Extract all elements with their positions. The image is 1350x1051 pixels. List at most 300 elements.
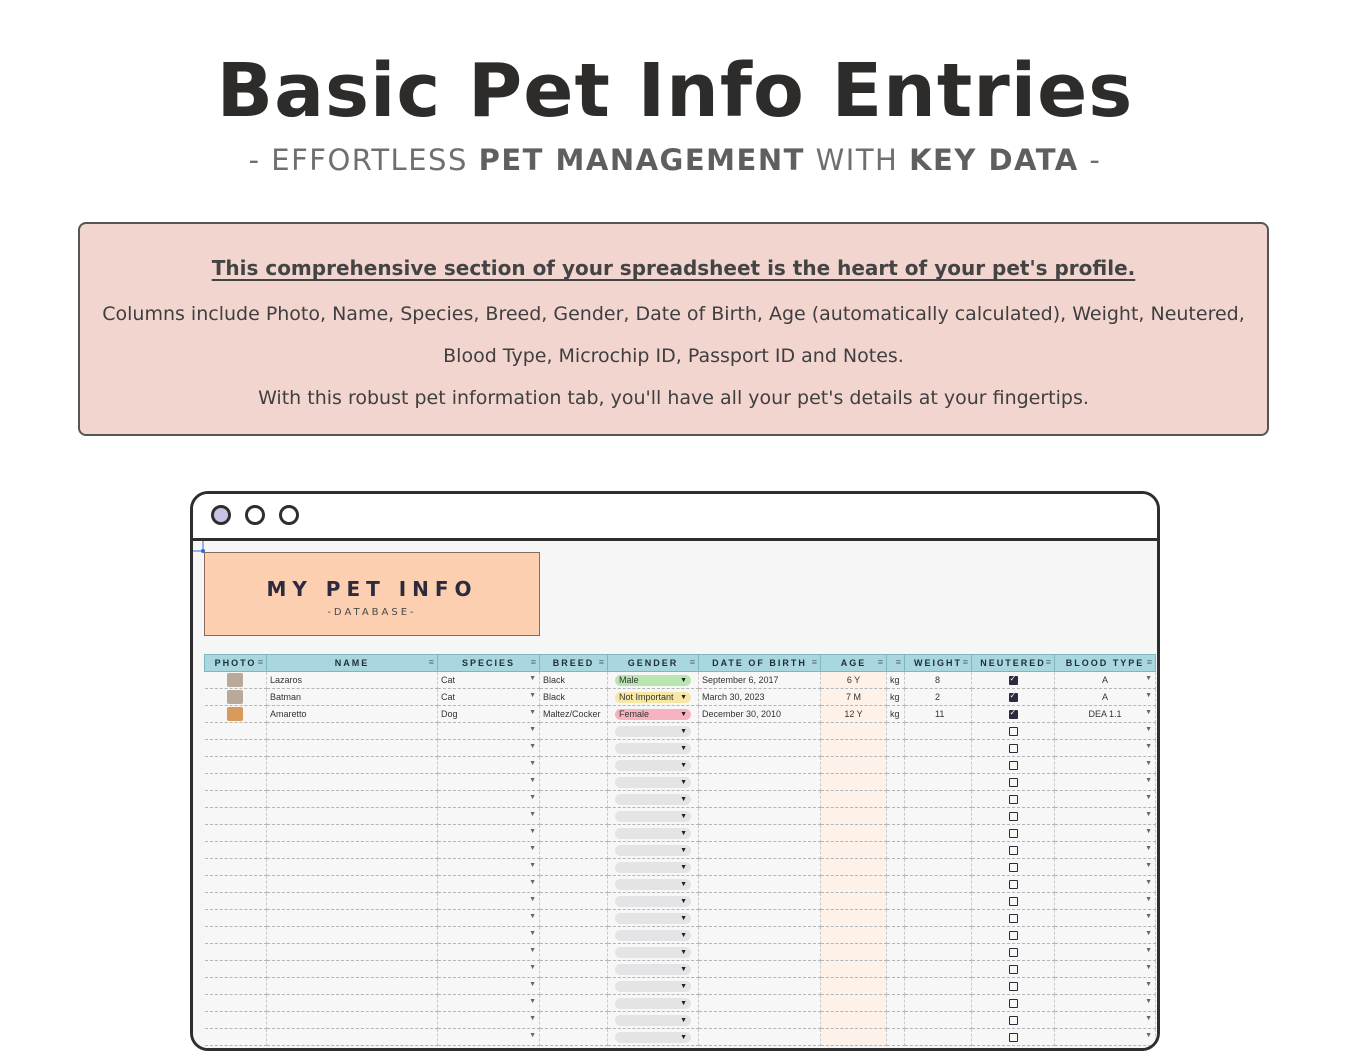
dob-cell[interactable] [699, 859, 821, 876]
chevron-down-icon[interactable]: ▼ [529, 1015, 536, 1022]
name-cell[interactable]: Amaretto [267, 706, 438, 723]
chevron-down-icon[interactable]: ▼ [1145, 896, 1152, 903]
dob-cell[interactable]: March 30, 2023 [699, 689, 821, 706]
name-cell[interactable] [267, 791, 438, 808]
chevron-down-icon[interactable]: ▼ [680, 761, 687, 769]
photo-cell[interactable] [205, 825, 267, 842]
filter-icon[interactable]: ≡ [962, 657, 968, 667]
neutered-checkbox[interactable] [1009, 897, 1018, 906]
filter-icon[interactable]: ≡ [1045, 657, 1051, 667]
photo-cell[interactable] [205, 791, 267, 808]
neutered-checkbox[interactable] [1009, 829, 1018, 838]
window-maximize-button[interactable] [279, 505, 299, 525]
gender-cell[interactable] [608, 927, 699, 944]
neutered-cell[interactable] [972, 808, 1055, 825]
gender-dropdown[interactable] [615, 981, 691, 992]
weight-cell[interactable] [905, 893, 972, 910]
species-cell[interactable] [438, 893, 540, 910]
blood-type-cell[interactable] [1055, 893, 1156, 910]
gender-dropdown[interactable] [615, 743, 691, 754]
photo-cell[interactable] [205, 859, 267, 876]
neutered-checkbox[interactable] [1009, 812, 1018, 821]
dob-cell[interactable] [699, 1029, 821, 1046]
blood-type-cell[interactable] [1055, 961, 1156, 978]
name-cell[interactable] [267, 825, 438, 842]
gender-dropdown[interactable] [615, 760, 691, 771]
neutered-cell[interactable] [972, 689, 1055, 706]
chevron-down-icon[interactable]: ▼ [680, 676, 687, 684]
photo-cell[interactable] [205, 842, 267, 859]
species-cell[interactable] [438, 927, 540, 944]
chevron-down-icon[interactable]: ▼ [529, 726, 536, 733]
neutered-cell[interactable] [972, 1029, 1055, 1046]
gender-dropdown[interactable] [615, 726, 691, 737]
name-cell[interactable] [267, 876, 438, 893]
neutered-cell[interactable] [972, 791, 1055, 808]
species-cell[interactable] [438, 859, 540, 876]
weight-cell[interactable] [905, 723, 972, 740]
chevron-down-icon[interactable]: ▼ [1145, 1015, 1152, 1022]
neutered-cell[interactable] [972, 757, 1055, 774]
photo-cell[interactable] [205, 927, 267, 944]
photo-cell[interactable] [205, 944, 267, 961]
name-cell[interactable] [267, 1012, 438, 1029]
chevron-down-icon[interactable]: ▼ [680, 982, 687, 990]
gender-dropdown[interactable] [615, 998, 691, 1009]
weight-cell[interactable] [905, 876, 972, 893]
chevron-down-icon[interactable]: ▼ [529, 947, 536, 954]
chevron-down-icon[interactable]: ▼ [680, 948, 687, 956]
breed-cell[interactable] [540, 876, 608, 893]
column-header[interactable] [540, 655, 608, 672]
photo-cell[interactable] [205, 740, 267, 757]
blood-type-cell[interactable] [1055, 927, 1156, 944]
chevron-down-icon[interactable]: ▼ [680, 897, 687, 905]
species-cell[interactable] [438, 910, 540, 927]
chevron-down-icon[interactable]: ▼ [680, 846, 687, 854]
species-cell[interactable] [438, 723, 540, 740]
column-header[interactable] [905, 655, 972, 672]
chevron-down-icon[interactable]: ▼ [680, 693, 687, 701]
breed-cell[interactable] [540, 808, 608, 825]
weight-cell[interactable] [905, 825, 972, 842]
neutered-cell[interactable] [972, 740, 1055, 757]
gender-dropdown[interactable] [615, 828, 691, 839]
neutered-checkbox[interactable] [1009, 1033, 1018, 1042]
dob-cell[interactable]: September 6, 2017 [699, 672, 821, 689]
chevron-down-icon[interactable]: ▼ [680, 829, 687, 837]
blood-type-cell[interactable] [1055, 825, 1156, 842]
photo-cell[interactable] [205, 723, 267, 740]
chevron-down-icon[interactable]: ▼ [680, 1016, 687, 1024]
weight-cell[interactable] [905, 995, 972, 1012]
breed-cell[interactable] [540, 740, 608, 757]
dob-cell[interactable] [699, 995, 821, 1012]
chevron-down-icon[interactable]: ▼ [1145, 981, 1152, 988]
breed-cell[interactable] [540, 995, 608, 1012]
gender-cell[interactable] [608, 978, 699, 995]
name-cell[interactable] [267, 774, 438, 791]
filter-icon[interactable]: ≡ [877, 657, 883, 667]
gender-cell[interactable] [608, 995, 699, 1012]
blood-type-cell[interactable] [1055, 1029, 1156, 1046]
species-cell[interactable] [438, 1012, 540, 1029]
weight-cell[interactable] [905, 791, 972, 808]
column-header[interactable] [205, 655, 267, 672]
gender-dropdown[interactable] [615, 947, 691, 958]
chevron-down-icon[interactable]: ▼ [1145, 692, 1152, 699]
gender-dropdown[interactable] [615, 692, 691, 703]
gender-dropdown[interactable] [615, 794, 691, 805]
neutered-cell[interactable] [972, 961, 1055, 978]
neutered-checkbox[interactable] [1009, 795, 1018, 804]
chevron-down-icon[interactable]: ▼ [529, 913, 536, 920]
neutered-checkbox[interactable] [1009, 982, 1018, 991]
photo-cell[interactable] [205, 995, 267, 1012]
name-cell[interactable] [267, 1029, 438, 1046]
chevron-down-icon[interactable]: ▼ [529, 743, 536, 750]
gender-dropdown[interactable] [615, 709, 691, 720]
breed-cell[interactable]: Black [540, 672, 608, 689]
filter-icon[interactable]: ≡ [811, 657, 817, 667]
neutered-cell[interactable] [972, 672, 1055, 689]
name-cell[interactable] [267, 910, 438, 927]
chevron-down-icon[interactable]: ▼ [1145, 675, 1152, 682]
species-cell[interactable] [438, 944, 540, 961]
neutered-checkbox[interactable] [1009, 778, 1018, 787]
dob-cell[interactable] [699, 876, 821, 893]
blood-type-cell[interactable] [1055, 808, 1156, 825]
chevron-down-icon[interactable]: ▼ [1145, 760, 1152, 767]
chevron-down-icon[interactable]: ▼ [1145, 862, 1152, 869]
weight-cell[interactable] [905, 944, 972, 961]
chevron-down-icon[interactable]: ▼ [529, 981, 536, 988]
name-cell[interactable] [267, 842, 438, 859]
gender-cell[interactable] [608, 842, 699, 859]
name-cell[interactable] [267, 927, 438, 944]
photo-cell[interactable] [205, 706, 267, 723]
dob-cell[interactable] [699, 808, 821, 825]
weight-cell[interactable]: 8 [905, 672, 972, 689]
dob-cell[interactable]: December 30, 2010 [699, 706, 821, 723]
chevron-down-icon[interactable]: ▼ [680, 863, 687, 871]
gender-dropdown[interactable] [615, 1015, 691, 1026]
breed-cell[interactable] [540, 927, 608, 944]
neutered-checkbox[interactable] [1009, 931, 1018, 940]
breed-cell[interactable] [540, 723, 608, 740]
column-header[interactable] [972, 655, 1055, 672]
name-cell[interactable]: Batman [267, 689, 438, 706]
chevron-down-icon[interactable]: ▼ [529, 845, 536, 852]
neutered-checkbox[interactable] [1009, 676, 1018, 685]
blood-type-cell[interactable] [1055, 791, 1156, 808]
gender-dropdown[interactable] [615, 879, 691, 890]
name-cell[interactable] [267, 978, 438, 995]
chevron-down-icon[interactable]: ▼ [1145, 743, 1152, 750]
gender-cell[interactable] [608, 859, 699, 876]
gender-cell[interactable] [608, 808, 699, 825]
gender-cell[interactable] [608, 740, 699, 757]
dob-cell[interactable] [699, 774, 821, 791]
name-cell[interactable] [267, 944, 438, 961]
species-cell[interactable] [438, 825, 540, 842]
species-cell[interactable] [438, 978, 540, 995]
gender-dropdown[interactable] [615, 1032, 691, 1043]
blood-type-cell[interactable] [1055, 723, 1156, 740]
neutered-checkbox[interactable] [1009, 948, 1018, 957]
weight-cell[interactable]: 2 [905, 689, 972, 706]
gender-dropdown[interactable] [615, 811, 691, 822]
dob-cell[interactable] [699, 944, 821, 961]
chevron-down-icon[interactable]: ▼ [529, 692, 536, 699]
chevron-down-icon[interactable]: ▼ [1145, 709, 1152, 716]
gender-cell[interactable] [608, 893, 699, 910]
chevron-down-icon[interactable]: ▼ [529, 1032, 536, 1039]
weight-cell[interactable] [905, 1012, 972, 1029]
blood-type-cell[interactable] [1055, 757, 1156, 774]
name-cell[interactable] [267, 757, 438, 774]
weight-cell[interactable] [905, 859, 972, 876]
gender-cell[interactable] [608, 944, 699, 961]
blood-type-cell[interactable] [1055, 672, 1156, 689]
blood-type-cell[interactable] [1055, 842, 1156, 859]
chevron-down-icon[interactable]: ▼ [529, 777, 536, 784]
filter-icon[interactable]: ≡ [428, 657, 434, 667]
breed-cell[interactable]: Black [540, 689, 608, 706]
name-cell[interactable] [267, 808, 438, 825]
filter-icon[interactable]: ≡ [895, 657, 901, 667]
weight-cell[interactable] [905, 842, 972, 859]
blood-type-cell[interactable] [1055, 995, 1156, 1012]
species-cell[interactable] [438, 961, 540, 978]
gender-dropdown[interactable] [615, 777, 691, 788]
weight-cell[interactable] [905, 961, 972, 978]
gender-dropdown[interactable] [615, 896, 691, 907]
gender-dropdown[interactable] [615, 845, 691, 856]
chevron-down-icon[interactable]: ▼ [1145, 794, 1152, 801]
breed-cell[interactable] [540, 978, 608, 995]
species-cell[interactable] [438, 876, 540, 893]
weight-cell[interactable] [905, 808, 972, 825]
chevron-down-icon[interactable]: ▼ [1145, 964, 1152, 971]
neutered-cell[interactable] [972, 893, 1055, 910]
gender-dropdown[interactable] [615, 862, 691, 873]
chevron-down-icon[interactable]: ▼ [529, 828, 536, 835]
photo-cell[interactable] [205, 961, 267, 978]
chevron-down-icon[interactable]: ▼ [529, 964, 536, 971]
species-cell[interactable] [438, 995, 540, 1012]
chevron-down-icon[interactable]: ▼ [529, 675, 536, 682]
species-cell[interactable] [438, 672, 540, 689]
photo-cell[interactable] [205, 757, 267, 774]
dob-cell[interactable] [699, 1012, 821, 1029]
weight-cell[interactable] [905, 1029, 972, 1046]
neutered-cell[interactable] [972, 927, 1055, 944]
gender-cell[interactable] [608, 689, 699, 706]
breed-cell[interactable] [540, 961, 608, 978]
chevron-down-icon[interactable]: ▼ [529, 862, 536, 869]
breed-cell[interactable] [540, 757, 608, 774]
dob-cell[interactable] [699, 978, 821, 995]
chevron-down-icon[interactable]: ▼ [1145, 828, 1152, 835]
chevron-down-icon[interactable]: ▼ [1145, 930, 1152, 937]
neutered-checkbox[interactable] [1009, 693, 1018, 702]
name-cell[interactable] [267, 859, 438, 876]
gender-cell[interactable] [608, 723, 699, 740]
species-cell[interactable] [438, 689, 540, 706]
weight-cell[interactable] [905, 774, 972, 791]
weight-cell[interactable] [905, 740, 972, 757]
breed-cell[interactable] [540, 1029, 608, 1046]
species-cell[interactable] [438, 757, 540, 774]
neutered-checkbox[interactable] [1009, 914, 1018, 923]
breed-cell[interactable] [540, 859, 608, 876]
blood-type-cell[interactable] [1055, 689, 1156, 706]
column-header[interactable] [887, 655, 905, 672]
photo-cell[interactable] [205, 774, 267, 791]
breed-cell[interactable] [540, 774, 608, 791]
filter-icon[interactable]: ≡ [1146, 657, 1152, 667]
chevron-down-icon[interactable]: ▼ [529, 896, 536, 903]
chevron-down-icon[interactable]: ▼ [680, 744, 687, 752]
name-cell[interactable] [267, 893, 438, 910]
column-header[interactable] [438, 655, 540, 672]
chevron-down-icon[interactable]: ▼ [1145, 913, 1152, 920]
gender-dropdown[interactable] [615, 930, 691, 941]
neutered-cell[interactable] [972, 978, 1055, 995]
blood-type-cell[interactable] [1055, 706, 1156, 723]
species-cell[interactable] [438, 774, 540, 791]
gender-cell[interactable] [608, 706, 699, 723]
photo-cell[interactable] [205, 1012, 267, 1029]
species-cell[interactable] [438, 842, 540, 859]
neutered-checkbox[interactable] [1009, 846, 1018, 855]
gender-cell[interactable] [608, 791, 699, 808]
gender-cell[interactable] [608, 1012, 699, 1029]
chevron-down-icon[interactable]: ▼ [680, 914, 687, 922]
photo-cell[interactable] [205, 893, 267, 910]
blood-type-cell[interactable] [1055, 876, 1156, 893]
species-cell[interactable] [438, 706, 540, 723]
photo-cell[interactable] [205, 876, 267, 893]
neutered-checkbox[interactable] [1009, 727, 1018, 736]
weight-cell[interactable] [905, 910, 972, 927]
gender-cell[interactable] [608, 961, 699, 978]
weight-cell[interactable] [905, 757, 972, 774]
neutered-cell[interactable] [972, 944, 1055, 961]
breed-cell[interactable] [540, 842, 608, 859]
species-cell[interactable] [438, 740, 540, 757]
chevron-down-icon[interactable]: ▼ [1145, 879, 1152, 886]
neutered-checkbox[interactable] [1009, 761, 1018, 770]
column-header[interactable] [608, 655, 699, 672]
weight-cell[interactable] [905, 927, 972, 944]
chevron-down-icon[interactable]: ▼ [529, 811, 536, 818]
column-header[interactable] [821, 655, 887, 672]
neutered-checkbox[interactable] [1009, 965, 1018, 974]
gender-dropdown[interactable] [615, 675, 691, 686]
breed-cell[interactable] [540, 893, 608, 910]
photo-cell[interactable] [205, 689, 267, 706]
breed-cell[interactable] [540, 1012, 608, 1029]
neutered-cell[interactable] [972, 1012, 1055, 1029]
dob-cell[interactable] [699, 961, 821, 978]
name-cell[interactable] [267, 740, 438, 757]
blood-type-cell[interactable] [1055, 910, 1156, 927]
chevron-down-icon[interactable]: ▼ [680, 999, 687, 1007]
chevron-down-icon[interactable]: ▼ [1145, 811, 1152, 818]
gender-dropdown[interactable] [615, 913, 691, 924]
photo-cell[interactable] [205, 808, 267, 825]
neutered-checkbox[interactable] [1009, 744, 1018, 753]
chevron-down-icon[interactable]: ▼ [680, 795, 687, 803]
dob-cell[interactable] [699, 791, 821, 808]
filter-icon[interactable]: ≡ [257, 657, 263, 667]
dob-cell[interactable] [699, 927, 821, 944]
species-cell[interactable] [438, 791, 540, 808]
chevron-down-icon[interactable]: ▼ [1145, 777, 1152, 784]
chevron-down-icon[interactable]: ▼ [1145, 845, 1152, 852]
name-cell[interactable] [267, 723, 438, 740]
breed-cell[interactable] [540, 791, 608, 808]
blood-type-cell[interactable] [1055, 944, 1156, 961]
chevron-down-icon[interactable]: ▼ [680, 931, 687, 939]
chevron-down-icon[interactable]: ▼ [529, 930, 536, 937]
filter-icon[interactable]: ≡ [598, 657, 604, 667]
blood-type-cell[interactable] [1055, 740, 1156, 757]
breed-cell[interactable] [540, 825, 608, 842]
neutered-cell[interactable] [972, 876, 1055, 893]
gender-dropdown[interactable] [615, 964, 691, 975]
neutered-checkbox[interactable] [1009, 1016, 1018, 1025]
weight-cell[interactable]: 11 [905, 706, 972, 723]
chevron-down-icon[interactable]: ▼ [529, 998, 536, 1005]
column-header[interactable] [1055, 655, 1156, 672]
name-cell[interactable]: Lazaros [267, 672, 438, 689]
chevron-down-icon[interactable]: ▼ [529, 709, 536, 716]
weight-cell[interactable] [905, 978, 972, 995]
photo-cell[interactable] [205, 910, 267, 927]
chevron-down-icon[interactable]: ▼ [680, 812, 687, 820]
dob-cell[interactable] [699, 825, 821, 842]
neutered-checkbox[interactable] [1009, 863, 1018, 872]
blood-type-cell[interactable] [1055, 1012, 1156, 1029]
neutered-cell[interactable] [972, 706, 1055, 723]
chevron-down-icon[interactable]: ▼ [1145, 726, 1152, 733]
neutered-cell[interactable] [972, 842, 1055, 859]
gender-cell[interactable] [608, 757, 699, 774]
breed-cell[interactable]: Maltez/Cocker [540, 706, 608, 723]
gender-cell[interactable] [608, 672, 699, 689]
neutered-cell[interactable] [972, 774, 1055, 791]
gender-cell[interactable] [608, 1029, 699, 1046]
filter-icon[interactable]: ≡ [689, 657, 695, 667]
dob-cell[interactable] [699, 723, 821, 740]
chevron-down-icon[interactable]: ▼ [680, 710, 687, 718]
dob-cell[interactable] [699, 757, 821, 774]
gender-cell[interactable] [608, 910, 699, 927]
chevron-down-icon[interactable]: ▼ [680, 880, 687, 888]
window-minimize-button[interactable] [245, 505, 265, 525]
chevron-down-icon[interactable]: ▼ [529, 794, 536, 801]
species-cell[interactable] [438, 1029, 540, 1046]
name-cell[interactable] [267, 995, 438, 1012]
chevron-down-icon[interactable]: ▼ [680, 1033, 687, 1041]
blood-type-cell[interactable] [1055, 774, 1156, 791]
column-header[interactable] [699, 655, 821, 672]
photo-cell[interactable] [205, 672, 267, 689]
filter-icon[interactable]: ≡ [530, 657, 536, 667]
